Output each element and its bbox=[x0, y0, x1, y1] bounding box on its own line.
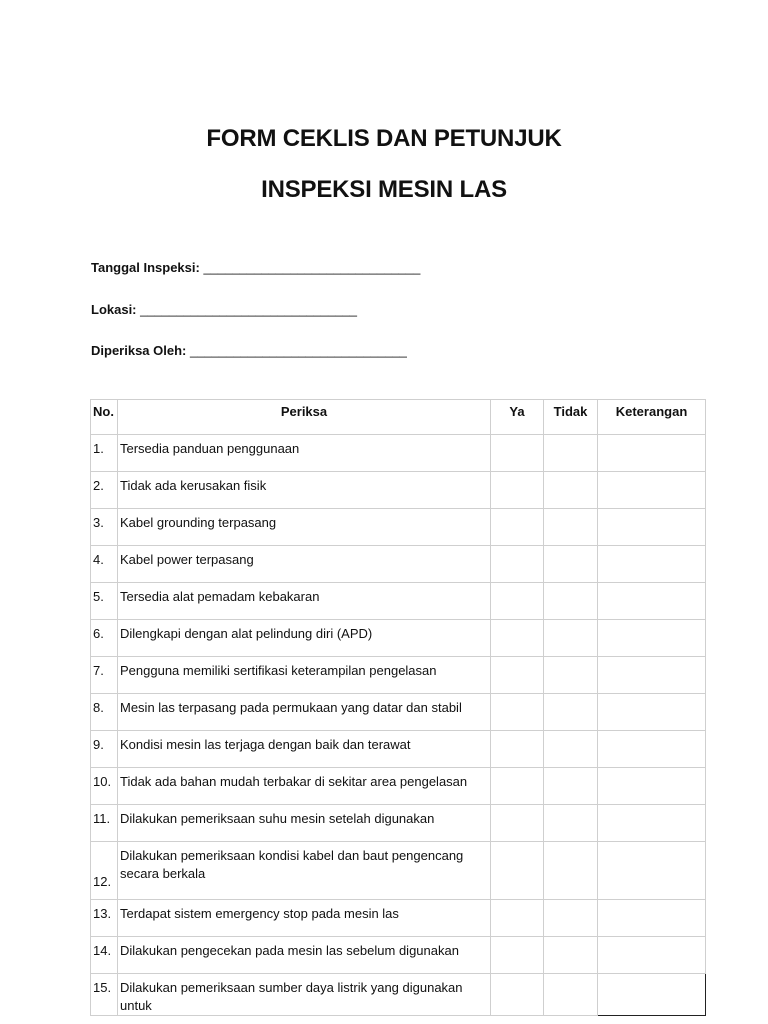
row-keterangan-cell[interactable] bbox=[598, 731, 706, 768]
table-row bbox=[91, 842, 706, 900]
table-row bbox=[91, 900, 706, 937]
field-lokasi-label: Lokasi: bbox=[91, 302, 137, 317]
row-number: 11. bbox=[91, 805, 118, 842]
row-keterangan-cell[interactable] bbox=[598, 509, 706, 546]
row-check-item: Dilakukan pemeriksaan suhu mesin setelah digunakan bbox=[118, 805, 491, 842]
row-number: 6. bbox=[91, 620, 118, 657]
header-keterangan: Keterangan bbox=[598, 400, 706, 435]
row-check-item: Tersedia alat pemadam kebakaran bbox=[118, 583, 491, 620]
table-row bbox=[91, 768, 706, 805]
row-ya-checkbox-cell[interactable] bbox=[491, 546, 544, 583]
row-ya-checkbox-cell[interactable] bbox=[491, 620, 544, 657]
row-ya-checkbox-cell[interactable] bbox=[491, 805, 544, 842]
row-tidak-checkbox-cell[interactable] bbox=[544, 900, 598, 937]
table-header-row bbox=[91, 400, 706, 435]
row-keterangan-cell[interactable] bbox=[598, 974, 706, 1016]
row-keterangan-cell[interactable] bbox=[598, 435, 706, 472]
table-row bbox=[91, 509, 706, 546]
form-title-line1: FORM CEKLIS DAN PETUNJUK bbox=[206, 125, 562, 152]
row-tidak-checkbox-cell[interactable] bbox=[544, 937, 598, 974]
row-keterangan-cell[interactable] bbox=[598, 657, 706, 694]
row-keterangan-cell[interactable] bbox=[598, 768, 706, 805]
row-check-item: Kabel grounding terpasang bbox=[118, 509, 491, 546]
form-title-line2: INSPEKSI MESIN LAS bbox=[261, 176, 507, 203]
row-keterangan-cell[interactable] bbox=[598, 583, 706, 620]
field-tanggal-inspeksi[interactable] bbox=[91, 260, 420, 275]
table-row bbox=[91, 694, 706, 731]
row-tidak-checkbox-cell[interactable] bbox=[544, 805, 598, 842]
row-ya-checkbox-cell[interactable] bbox=[491, 842, 544, 900]
row-tidak-checkbox-cell[interactable] bbox=[544, 583, 598, 620]
row-number: 10. bbox=[91, 768, 118, 805]
row-check-item: Tidak ada bahan mudah terbakar di sekitar area pengelasan bbox=[118, 768, 491, 805]
row-check-item: Mesin las terpasang pada permukaan yang datar dan stabil bbox=[118, 694, 491, 731]
row-ya-checkbox-cell[interactable] bbox=[491, 974, 544, 1016]
row-ya-checkbox-cell[interactable] bbox=[491, 768, 544, 805]
row-tidak-checkbox-cell[interactable] bbox=[544, 694, 598, 731]
row-number: 13. bbox=[91, 900, 118, 937]
row-keterangan-cell[interactable] bbox=[598, 842, 706, 900]
row-tidak-checkbox-cell[interactable] bbox=[544, 657, 598, 694]
field-tanggal-blank[interactable]: ______________________________ bbox=[203, 260, 421, 275]
row-keterangan-cell[interactable] bbox=[598, 900, 706, 937]
table-row bbox=[91, 805, 706, 842]
row-ya-checkbox-cell[interactable] bbox=[491, 472, 544, 509]
field-diperiksa-blank[interactable]: ______________________________ bbox=[190, 343, 407, 358]
row-check-item: Kondisi mesin las terjaga dengan baik dan terawat bbox=[118, 731, 491, 768]
header-ya: Ya bbox=[491, 400, 544, 435]
row-tidak-checkbox-cell[interactable] bbox=[544, 509, 598, 546]
row-ya-checkbox-cell[interactable] bbox=[491, 900, 544, 937]
row-check-item: Dilakukan pemeriksaan sumber daya listrik yang digunakan untuk bbox=[118, 974, 491, 1016]
row-tidak-checkbox-cell[interactable] bbox=[544, 435, 598, 472]
row-check-item: Tidak ada kerusakan fisik bbox=[118, 472, 491, 509]
row-check-item: Pengguna memiliki sertifikasi keterampilan pengelasan bbox=[118, 657, 491, 694]
row-check-item: Dilakukan pemeriksaan kondisi kabel dan baut pengencang secara berkala bbox=[118, 842, 491, 900]
table-row bbox=[91, 472, 706, 509]
row-keterangan-cell[interactable] bbox=[598, 620, 706, 657]
row-number: 4. bbox=[91, 546, 118, 583]
row-number: 3. bbox=[91, 509, 118, 546]
row-number: 14. bbox=[91, 937, 118, 974]
inspection-checklist-table bbox=[90, 399, 706, 1016]
row-keterangan-cell[interactable] bbox=[598, 694, 706, 731]
row-ya-checkbox-cell[interactable] bbox=[491, 731, 544, 768]
row-number: 15. bbox=[91, 974, 118, 1016]
table-row bbox=[91, 620, 706, 657]
table-row bbox=[91, 657, 706, 694]
table-row bbox=[91, 435, 706, 472]
row-check-item: Dilakukan pengecekan pada mesin las sebelum digunakan bbox=[118, 937, 491, 974]
header-tidak: Tidak bbox=[544, 400, 598, 435]
header-no: No. bbox=[91, 400, 118, 435]
row-ya-checkbox-cell[interactable] bbox=[491, 435, 544, 472]
field-lokasi[interactable] bbox=[91, 302, 357, 317]
row-check-item: Tersedia panduan penggunaan bbox=[118, 435, 491, 472]
table-row bbox=[91, 546, 706, 583]
row-keterangan-cell[interactable] bbox=[598, 805, 706, 842]
field-diperiksa-label: Diperiksa Oleh: bbox=[91, 343, 187, 358]
row-tidak-checkbox-cell[interactable] bbox=[544, 974, 598, 1016]
row-keterangan-cell[interactable] bbox=[598, 472, 706, 509]
row-ya-checkbox-cell[interactable] bbox=[491, 657, 544, 694]
field-tanggal-label: Tanggal Inspeksi: bbox=[91, 260, 200, 275]
row-tidak-checkbox-cell[interactable] bbox=[544, 842, 598, 900]
row-ya-checkbox-cell[interactable] bbox=[491, 694, 544, 731]
row-ya-checkbox-cell[interactable] bbox=[491, 937, 544, 974]
row-number: 7. bbox=[91, 657, 118, 694]
row-check-item: Terdapat sistem emergency stop pada mesin las bbox=[118, 900, 491, 937]
row-number: 12. bbox=[91, 842, 118, 900]
row-tidak-checkbox-cell[interactable] bbox=[544, 620, 598, 657]
field-diperiksa-oleh[interactable] bbox=[91, 343, 407, 358]
row-ya-checkbox-cell[interactable] bbox=[491, 509, 544, 546]
row-check-item: Dilengkapi dengan alat pelindung diri (APD) bbox=[118, 620, 491, 657]
row-tidak-checkbox-cell[interactable] bbox=[544, 768, 598, 805]
row-keterangan-cell[interactable] bbox=[598, 546, 706, 583]
row-check-item: Kabel power terpasang bbox=[118, 546, 491, 583]
row-number: 5. bbox=[91, 583, 118, 620]
header-periksa: Periksa bbox=[118, 400, 491, 435]
row-tidak-checkbox-cell[interactable] bbox=[544, 546, 598, 583]
row-number: 8. bbox=[91, 694, 118, 731]
table-row bbox=[91, 974, 706, 1016]
row-ya-checkbox-cell[interactable] bbox=[491, 583, 544, 620]
row-number: 2. bbox=[91, 472, 118, 509]
row-number: 1. bbox=[91, 435, 118, 472]
table-row bbox=[91, 731, 706, 768]
field-lokasi-blank[interactable]: ______________________________ bbox=[140, 302, 358, 317]
row-keterangan-cell[interactable] bbox=[598, 937, 706, 974]
table-row bbox=[91, 583, 706, 620]
table-row bbox=[91, 937, 706, 974]
row-tidak-checkbox-cell[interactable] bbox=[544, 472, 598, 509]
row-number: 9. bbox=[91, 731, 118, 768]
row-tidak-checkbox-cell[interactable] bbox=[544, 731, 598, 768]
